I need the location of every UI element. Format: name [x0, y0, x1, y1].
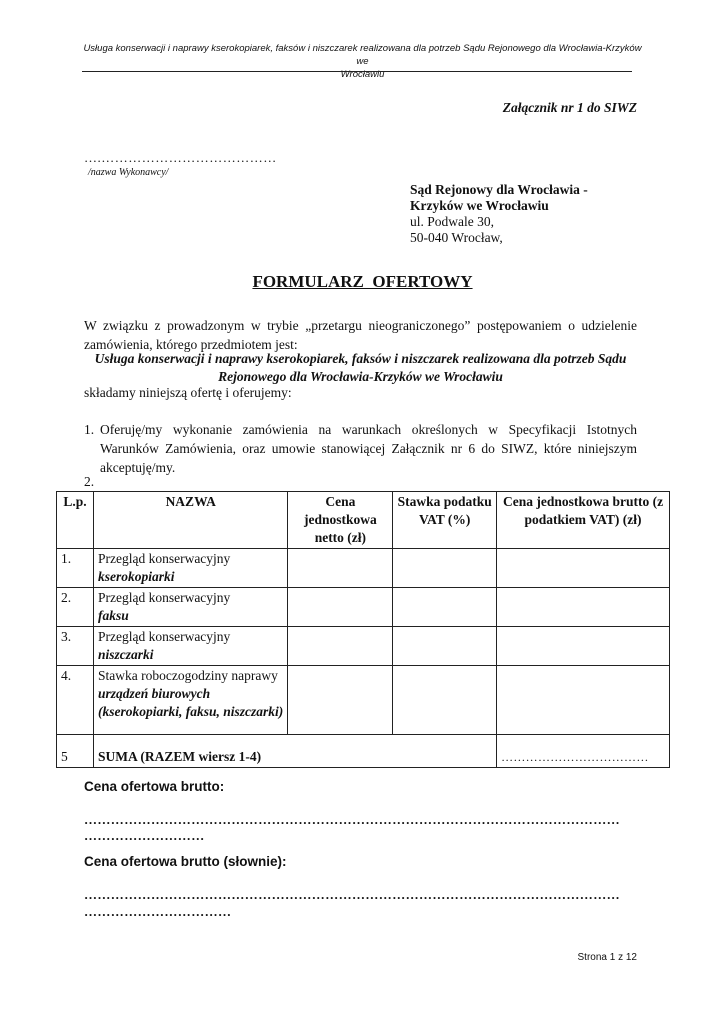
row-name: [93, 666, 287, 735]
document-header: [80, 42, 645, 81]
header-lp: L.p.: [57, 492, 94, 549]
table-row: [57, 627, 670, 666]
page-title: FORMULARZ OFERTOWY: [252, 272, 473, 291]
header-line-1: Usługa konserwacji i naprawy kserokopiarek, faksów i niszczarek realizowana dla potrzeb Sądu Rejonowego dla Wrocławia-Krzyków we: [83, 43, 642, 67]
gross-price-cell[interactable]: [497, 588, 670, 627]
page-number: Strona 1 z 12: [577, 952, 637, 963]
header-divider: [82, 71, 632, 72]
vat-rate-cell[interactable]: [393, 627, 497, 666]
row-name-plain: Przegląd konserwacyjny: [97, 590, 231, 605]
row-name: [93, 627, 287, 666]
vat-rate-cell[interactable]: [393, 549, 497, 588]
net-price-cell[interactable]: [288, 588, 393, 627]
offer-item-1-number: 1.: [84, 422, 95, 437]
sum-label: SUMA (RAZEM wiersz 1-4): [93, 735, 496, 768]
recipient-line-4: 50-040 Wrocław,: [410, 230, 503, 245]
offer-item-2-number: 2.: [84, 474, 95, 489]
row-lp: 1.: [57, 549, 94, 588]
net-price-cell[interactable]: [288, 549, 393, 588]
recipient-line-2: Krzyków we Wrocławiu: [410, 198, 549, 213]
order-subject: Usługa konserwacji i naprawy kserokopiarek, faksów i niszczarek realizowana dla potrzeb Sądu Rejonowego dla Wrocławia-Krzyków we Wrocławiu: [94, 351, 627, 384]
total-price-label: Cena ofertowa brutto:: [84, 779, 225, 794]
row-name: [93, 588, 287, 627]
recipient-line-3: ul. Podwale 30,: [410, 214, 494, 229]
header-line-2: Wrocławiu: [340, 69, 385, 80]
contractor-name-note: /nazwa Wykonawcy/: [88, 167, 169, 178]
row-lp: 2.: [57, 588, 94, 627]
row-name-bold: urządzeń biurowych (kserokopiarki, faksu, niszczarki): [97, 686, 284, 719]
header-name: NAZWA: [93, 492, 287, 549]
gross-price-cell[interactable]: [497, 627, 670, 666]
total-words-field-line-1[interactable]: …………………………………………………………………………………………………………: [84, 887, 620, 902]
row-name-plain: Stawka roboczogodziny naprawy: [97, 668, 278, 683]
row-name-plain: Przegląd konserwacyjny: [97, 551, 231, 566]
total-price-field-line-1[interactable]: …………………………………………………………………………………………………………: [84, 812, 620, 827]
table-header-row: [57, 492, 670, 549]
table-row: [57, 549, 670, 588]
gross-price-cell[interactable]: [497, 666, 670, 735]
net-price-cell[interactable]: [288, 627, 393, 666]
recipient-address: [410, 182, 588, 246]
contractor-name-placeholder: ….…………………………………: [84, 150, 277, 165]
net-price-cell[interactable]: [288, 666, 393, 735]
submit-statement: składamy niniejszą ofertę i oferujemy:: [84, 385, 292, 400]
offer-item-1-text: Oferuję/my wykonanie zamówienia na warunkach określonych w Specyfikacji Istotnych Warunków Zamówienia, oraz umowie stanowiącej Załącznik nr 6 do SIWZ, które niniejszym akceptuję/my.: [100, 422, 637, 475]
total-words-label: Cena ofertowa brutto (słownie):: [84, 854, 287, 869]
table-row: [57, 588, 670, 627]
row-name-bold: faksu: [97, 608, 129, 623]
price-table: [56, 491, 670, 768]
offer-item-1: [84, 420, 637, 477]
intro-paragraph: W związku z prowadzonym w trybie „przetargu nieograniczonego” postępowaniem o udzielenie zamówienia, którego przedmiotem jest:: [84, 318, 637, 352]
attachment-label: Załącznik nr 1 do SIWZ: [502, 100, 637, 115]
sum-lp: 5: [57, 735, 94, 768]
total-words-field-line-2[interactable]: ……………………………: [84, 904, 232, 919]
row-name: [93, 549, 287, 588]
row-lp: 4.: [57, 666, 94, 735]
row-name-plain: Przegląd konserwacyjny: [97, 629, 231, 644]
table-sum-row: [57, 735, 670, 768]
vat-rate-cell[interactable]: [393, 666, 497, 735]
vat-rate-cell[interactable]: [393, 588, 497, 627]
recipient-line-1: Sąd Rejonowy dla Wrocławia -: [410, 182, 588, 197]
row-name-bold: kserokopiarki: [97, 569, 175, 584]
header-net-price: Cena jednostkowa netto (zł): [288, 492, 393, 549]
table-row: [57, 666, 670, 735]
sum-value-field[interactable]: ………………………………: [497, 735, 670, 768]
header-vat-rate: Stawka podatku VAT (%): [393, 492, 497, 549]
row-lp: 3.: [57, 627, 94, 666]
gross-price-cell[interactable]: [497, 549, 670, 588]
row-name-bold: niszczarki: [97, 647, 154, 662]
total-price-field-line-2[interactable]: ………………………: [84, 828, 205, 843]
header-gross-price: Cena jednostkowa brutto (z podatkiem VAT) (zł): [497, 492, 670, 549]
